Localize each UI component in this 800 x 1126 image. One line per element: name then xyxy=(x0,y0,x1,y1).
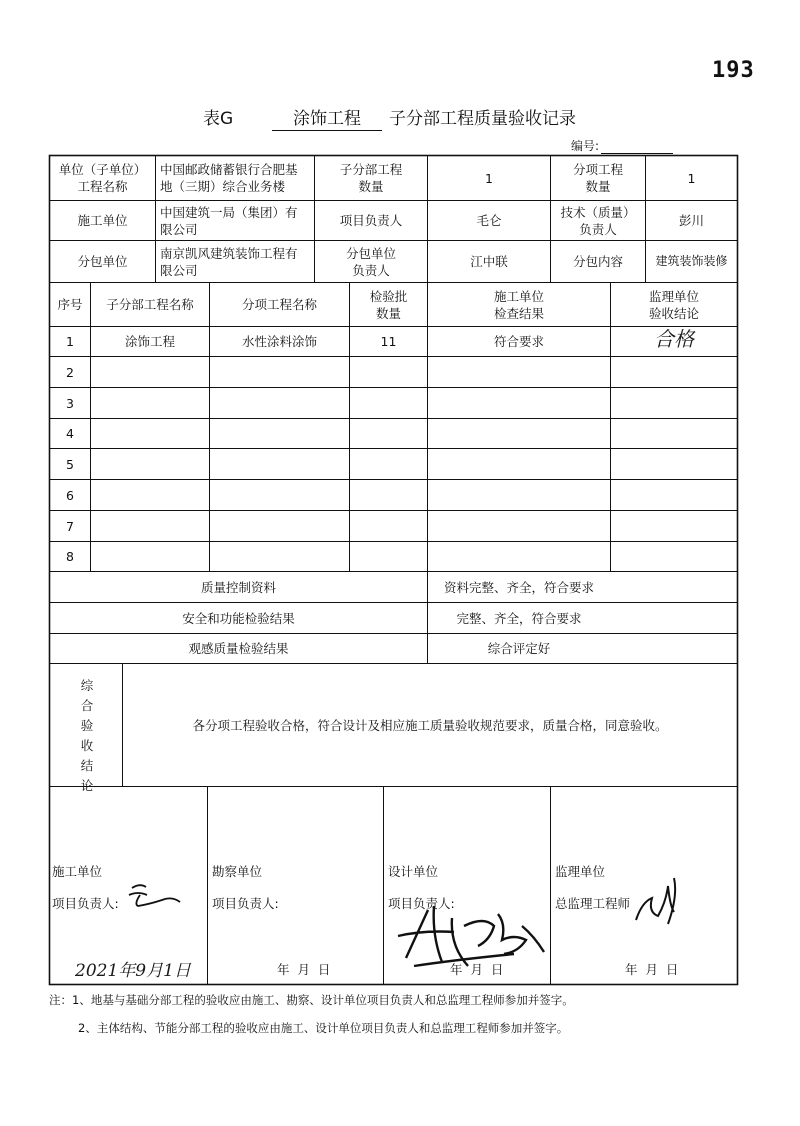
conclusion-label-char: 收 xyxy=(80,738,94,753)
conclusion-label-char: 结 xyxy=(80,758,94,773)
tech-leader-label: 技术（质量） 负责人 xyxy=(560,204,636,237)
quality-docs-value: 资料完整、齐全，符合要求 xyxy=(443,579,594,595)
appearance-label: 观感质量检验结果 xyxy=(188,641,289,656)
unit-project-value: 中国邮政储蓄银行合肥基 地（三期）综合业务楼 xyxy=(160,162,298,194)
row-no: 7 xyxy=(66,518,74,534)
footnote-1: 注：1、地基与基础分部工程的验收应由施工、勘察、设计单位项目负责人和总监理工程师参加并签字。 xyxy=(49,993,574,1007)
conclusion-label-char: 合 xyxy=(80,698,94,713)
page-number: 193 xyxy=(712,58,755,83)
supervisor-signature xyxy=(628,872,688,928)
row-no: 2 xyxy=(66,364,74,380)
sub-leader-value: 江中联 xyxy=(470,254,508,269)
sig-date: 年 月 日 xyxy=(450,962,504,977)
header-supervisor-result: 监理单位 验收结论 xyxy=(648,288,699,321)
sub-count-value: 1 xyxy=(485,170,493,186)
safety-label: 安全和功能检验结果 xyxy=(182,610,295,626)
row-no: 8 xyxy=(66,549,74,564)
subcontractor-label: 分包单位 xyxy=(77,254,128,269)
contractor-label: 施工单位 xyxy=(77,213,128,228)
handwritten-date: 2021年9月1日 xyxy=(75,961,191,981)
header-contractor-result: 施工单位 检查结果 xyxy=(493,288,544,321)
sig-unit-label: 勘察单位 xyxy=(212,864,263,879)
row-supervisor-result-handwritten: 合格 xyxy=(654,327,694,351)
row-no: 6 xyxy=(66,487,74,503)
appearance-value: 综合评定好 xyxy=(487,641,551,656)
item-count-label: 分项工程 数量 xyxy=(572,162,623,194)
row-no: 5 xyxy=(66,456,74,472)
footnote-2: 2、主体结构、节能分部工程的验收应由施工、设计单位项目负责人和总监理工程师参加并签字。 xyxy=(78,1021,569,1035)
sig-date: 年 月 日 xyxy=(277,962,331,977)
table-label: 表G xyxy=(203,109,234,129)
conclusion-label-char: 验 xyxy=(80,718,94,733)
header-sub-name: 子分部工程名称 xyxy=(106,297,194,312)
row-item-name: 水性涂料涂饰 xyxy=(241,334,317,349)
sig-role-label: 项目负责人: xyxy=(52,896,119,911)
sub-content-value: 建筑装饰装修 xyxy=(655,254,728,268)
row-sub-name: 涂饰工程 xyxy=(124,334,175,349)
row-no: 4 xyxy=(66,426,74,441)
sig-unit-label: 施工单位 xyxy=(52,864,103,879)
tech-leader-value: 彭川 xyxy=(678,213,704,228)
subdivision-name: 涂饰工程 xyxy=(272,104,382,131)
sub-content-label: 分包内容 xyxy=(572,254,623,269)
contractor-value: 中国建筑一局（集团）有 限公司 xyxy=(160,204,298,237)
header-batch-count: 检验批 数量 xyxy=(369,288,408,321)
project-leader-label: 项目负责人 xyxy=(339,213,403,228)
row-no: 1 xyxy=(66,334,74,349)
conclusion-label-char: 综 xyxy=(80,678,94,693)
sig-unit-label: 监理单位 xyxy=(555,864,606,879)
quality-docs-label: 质量控制资料 xyxy=(200,579,276,595)
sig-role-label: 总监理工程师 xyxy=(555,896,631,911)
sig-role-label: 项目负责人: xyxy=(212,896,279,911)
subcontractor-value: 南京凯风建筑装饰工程有 限公司 xyxy=(160,245,298,278)
row-contractor-result: 符合要求 xyxy=(493,334,544,349)
header-no: 序号 xyxy=(57,297,83,312)
conclusion-label-char: 论 xyxy=(80,778,94,793)
sig-role-label: 项目负责人: xyxy=(388,896,455,911)
item-count-value: 1 xyxy=(687,170,696,186)
sub-leader-label: 分包单位 负责人 xyxy=(345,245,396,278)
sig-date: 年 月 日 xyxy=(625,962,679,977)
conclusion-label xyxy=(77,676,97,796)
serial-label: 编号: xyxy=(571,139,600,153)
row-no: 3 xyxy=(66,395,74,411)
sub-count-label: 子分部工程 数量 xyxy=(339,162,403,194)
title-text: 子分部工程质量验收记录 xyxy=(389,109,576,129)
header-item-name: 分项工程名称 xyxy=(241,297,317,312)
unit-project-label: 单位（子单位） 工程名称 xyxy=(58,162,147,194)
sig-unit-label: 设计单位 xyxy=(388,864,439,879)
project-leader-value: 毛仑 xyxy=(476,213,502,228)
safety-value: 完整、齐全，符合要求 xyxy=(456,610,582,626)
contractor-signature xyxy=(124,880,186,912)
row-batch-count: 11 xyxy=(380,334,397,349)
conclusion-text: 各分项工程验收合格，符合设计及相应施工质量验收规范要求，质量合格，同意验收。 xyxy=(192,717,668,733)
